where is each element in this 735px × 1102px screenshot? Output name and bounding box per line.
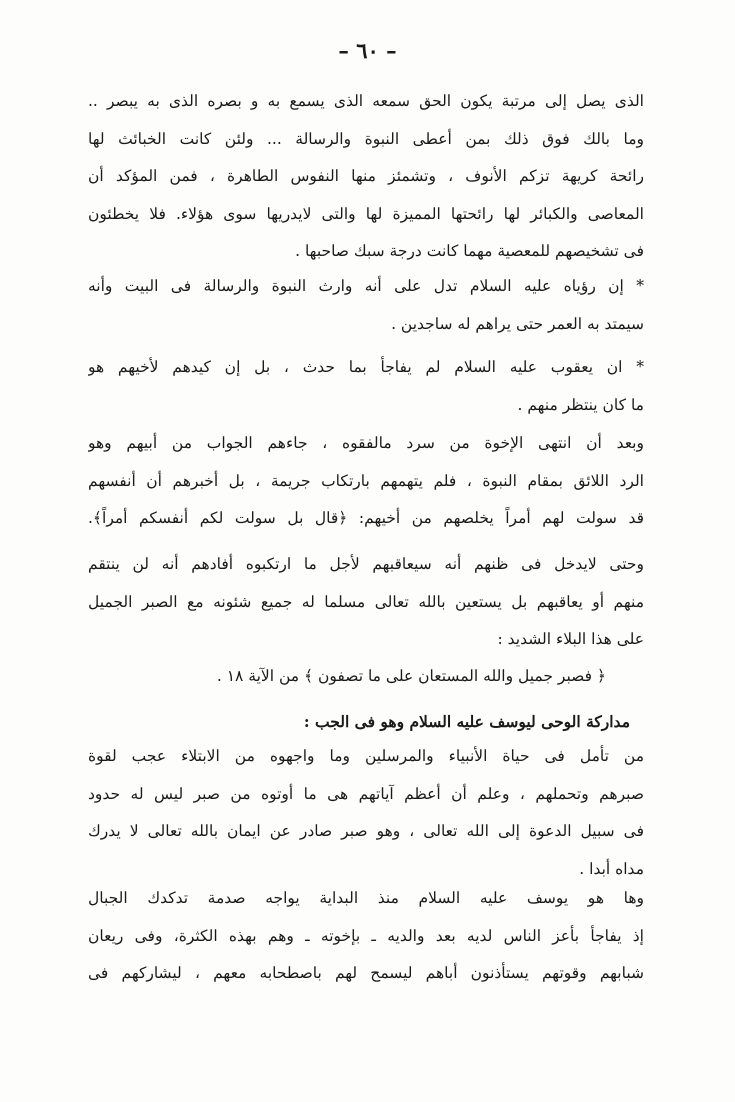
text-line: فى سبيل الدعوة إلى الله تعالى ، وهو صبر صادر عن ايمان بالله تعالى لا يدرك [88,822,644,840]
text-line: سيمتد به العمر حتى يراهم له ساجدين . [391,314,644,333]
text-line: وحتى لايدخل فى ظنهم أنه سيعاقبهم لأجل ما ارتكبوه أفادهم أنه لن ينتقم [88,555,644,573]
paragraph-patience [88,546,644,659]
text-line: ما كان ينتظر منهم . [517,395,644,414]
text-line: وبعد أن انتهى الإخوة من سرد مالفقوه ، جاءهم الجواب من أبيهم وهو [88,434,644,452]
text-line: وما بالك فوق ذلك بمن أعطى النبوة والرسالة ... ولئن كانت الخبائث لها [88,129,644,148]
text-line: مداه أبدا . [579,859,644,878]
text-line: على هذا البلاء الشديد : [497,630,644,648]
heading-text: مداركة الوحى ليوسف عليه السلام وهو فى الجب : [303,712,630,731]
text-line: الرد اللائق بمقام النبوة ، فلم يتهمهم بارتكاب جريمة ، بل أخبرهم أن أنفسهم [88,471,644,490]
text-line: رائحة كريهة تزكم الأنوف ، وتشمئز منها النفوس الطاهرة ، فمن المؤكد أن [88,167,644,185]
bullet-paragraph-yaqub [88,349,644,424]
paragraph-prophets-patience [88,738,644,888]
bullet-paragraph-vision [88,268,644,343]
text-line: فى تشخيصهم للمعصية مهما كانت درجة سبك صاحبها . [295,242,644,260]
text-line: منهم أو يعاقبهم بل يستعين بالله تعالى مسلما له جميع شئونه مع الصبر الجميل [88,592,644,611]
text-line: الذى يصل إلى مرتبة يكون الحق سمعه الذى يسمع به و بصره الذى به يبصر .. [88,92,644,110]
text-line: * ان يعقوب عليه السلام لم يفاجأ بما حدث ، بل إن كيدهم لأخيهم هو [88,358,644,376]
text-line: من تأمل فى حياة الأنبياء والمرسلين وما واجهوه من الابتلاء عجب لقوة [88,747,644,765]
text-line: ﴿ فصبر جميل والله المستعان على ما تصفون ﴾ من الآية ١٨ . [216,667,606,685]
page-number: – ٦٠ – [338,38,397,63]
paragraph-yusuf-shock [88,880,644,993]
text-line: إذ يفاجأ بأعز الناس لديه بعد والديه ـ بإخوته ـ وهم بهذه الكثرة، وفى ريعان [88,926,644,945]
text-line: قد سولت لهم أمراً يخلصهم من أخيهم: ﴿قال بل سولت لكم أنفسكم أمراً﴾. [88,509,644,527]
text-line: المعاصى والكبائر لها رائحتها المميزة لها والتى لايدريها سوى هؤلاء. فلا يخطئون [88,204,644,223]
paragraph-father-reply [88,425,644,538]
section-heading [88,703,644,741]
text-line: وها هو يوسف عليه السلام منذ البداية يواجه صدمة تدكدك الجبال [88,889,644,907]
quran-quote [88,658,644,696]
text-line: * إن رؤياه عليه السلام تدل على أنه وارث النبوة والرسالة فى البيت وأنه [88,277,644,295]
text-line: صبرهم وتحملهم ، وعلم أن أعظم آياتهم هى ما أوتوه من صبر ليس له حدود [88,784,644,803]
text-line: شبابهم وقوتهم يستأذنون أباهم ليسمح لهم باصطحابه معهم ، ليشاركهم فى [88,964,644,982]
paragraph-continuation [88,83,644,271]
